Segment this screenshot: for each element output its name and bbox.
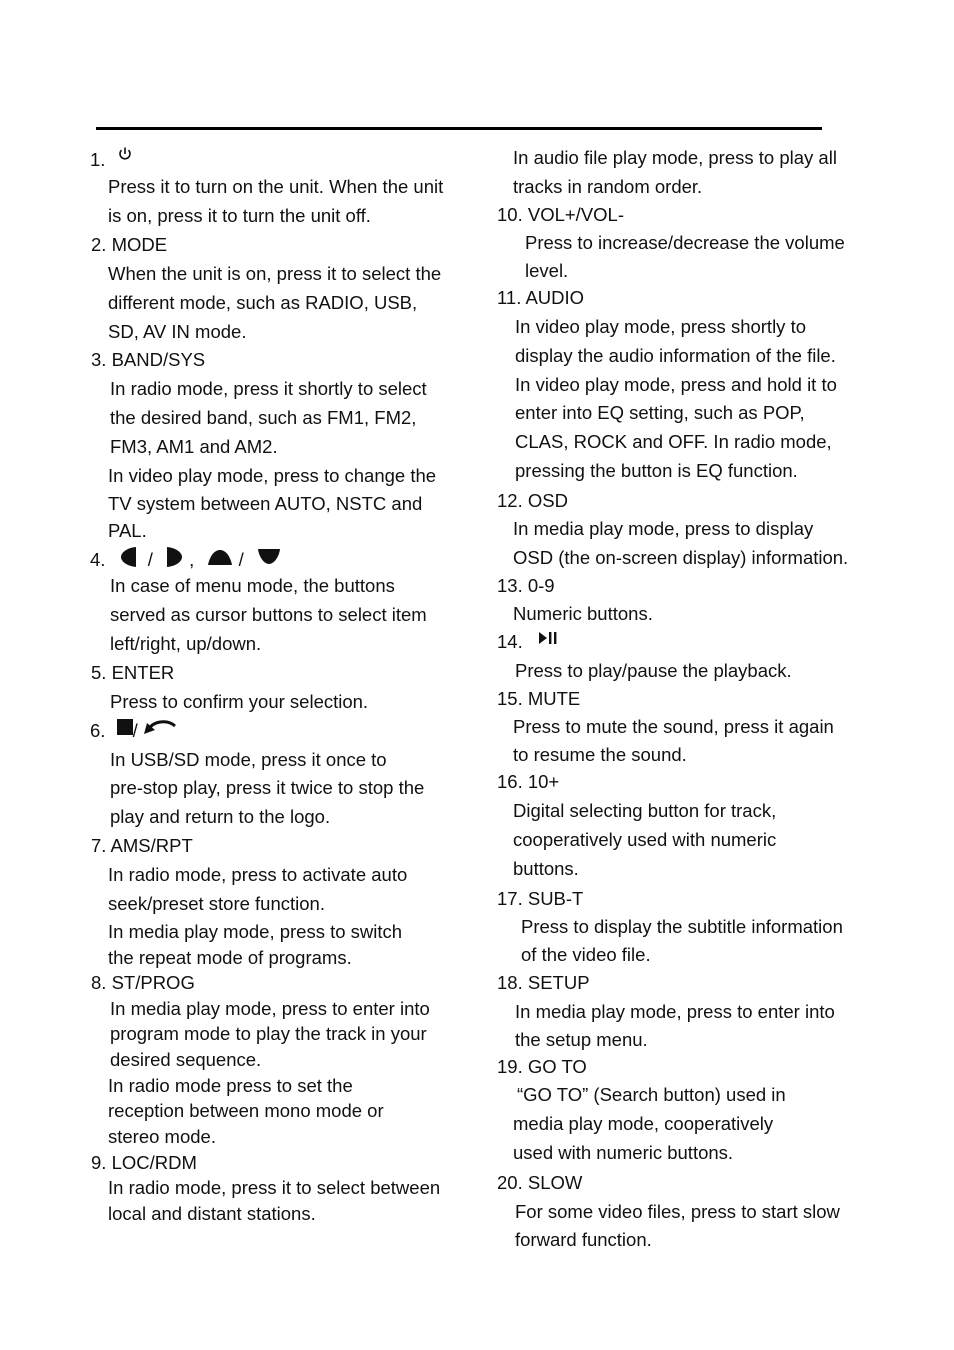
- item-12-line-1: In media play mode, press to display: [513, 518, 814, 539]
- item-20-line-1: For some video files, press to start slow: [515, 1201, 840, 1222]
- item-9-line-4: tracks in random order.: [513, 176, 703, 197]
- item-6-line-2: pre-stop play, press it twice to stop the: [110, 777, 425, 798]
- item-14-number: 14.: [497, 631, 523, 652]
- item-3-line-1: In radio mode, press it shortly to select: [110, 378, 427, 399]
- item-19-line-2: media play mode, cooperatively: [513, 1113, 774, 1134]
- item-7-line-1: In radio mode, press to activate auto: [108, 864, 408, 885]
- item-8-title: 8. ST/PROG: [91, 972, 195, 993]
- item-15-line-2: to resume the sound.: [513, 744, 687, 765]
- item-10-line-2: level.: [525, 260, 569, 281]
- item-3-line-5: TV system between AUTO, NSTC and: [108, 493, 423, 514]
- item-11-line-2: display the audio information of the file.: [515, 345, 836, 366]
- item-14-heading: [497, 631, 558, 653]
- item-11-line-3: In video play mode, press and hold it to: [515, 374, 837, 395]
- item-4-number: 4.: [90, 549, 106, 570]
- item-3-title: 3. BAND/SYS: [91, 349, 206, 370]
- item-18-line-2: the setup menu.: [515, 1029, 648, 1050]
- item-4-sep-1: /: [147, 549, 153, 570]
- item-8-line-6: stereo mode.: [108, 1126, 216, 1147]
- item-6-heading: [90, 720, 177, 742]
- item-4-line-2: served as cursor buttons to select item: [110, 604, 427, 625]
- item-11-title: 11. AUDIO: [497, 287, 585, 308]
- item-4-sep-2: ,: [189, 549, 195, 570]
- stop-icon: [117, 719, 133, 735]
- item-9-title: 9. LOC/RDM: [91, 1152, 197, 1173]
- item-1-heading: [90, 149, 133, 171]
- up-arrow-icon: [207, 548, 233, 566]
- item-3-line-3: FM3, AM1 and AM2.: [110, 436, 278, 457]
- item-8-line-2: program mode to play the track in your: [110, 1023, 427, 1044]
- item-7-title: 7. AMS/RPT: [91, 835, 193, 856]
- item-8-line-5: reception between mono mode or: [108, 1100, 384, 1121]
- item-12-line-2: OSD (the on-screen display) information.: [513, 547, 849, 568]
- item-7-line-4: the repeat mode of programs.: [108, 947, 352, 968]
- item-6-sep: /: [132, 720, 138, 741]
- power-icon: [117, 146, 133, 162]
- item-4-line-3: left/right, up/down.: [110, 633, 262, 654]
- item-17-line-1: Press to display the subtitle information: [521, 916, 843, 937]
- item-11-line-4: enter into EQ setting, such as POP,: [515, 402, 805, 423]
- item-7-line-2: seek/preset store function.: [108, 893, 325, 914]
- item-8-line-3: desired sequence.: [110, 1049, 262, 1070]
- item-11-line-1: In video play mode, press shortly to: [515, 316, 807, 337]
- item-9-line-3: In audio file play mode, press to play all: [513, 147, 837, 168]
- item-6-number: 6.: [90, 720, 106, 741]
- item-16-title: 16. 10+: [497, 771, 560, 792]
- down-arrow-icon: [257, 548, 281, 566]
- item-5-title: 5. ENTER: [91, 662, 175, 683]
- item-13-line-1: Numeric buttons.: [513, 603, 653, 624]
- item-15-line-1: Press to mute the sound, press it again: [513, 716, 834, 737]
- item-4-line-1: In case of menu mode, the buttons: [110, 575, 395, 596]
- item-18-title: 18. SETUP: [497, 972, 590, 993]
- item-19-title: 19. GO TO: [497, 1056, 587, 1077]
- right-arrow-icon: [166, 546, 184, 568]
- item-3-line-2: the desired band, such as FM1, FM2,: [110, 407, 417, 428]
- item-1-number: 1.: [90, 149, 106, 170]
- item-15-title: 15. MUTE: [497, 688, 581, 709]
- item-16-line-2: cooperatively used with numeric: [513, 829, 777, 850]
- item-19-line-1: “GO TO” (Search button) used in: [517, 1084, 786, 1105]
- item-18-line-1: In media play mode, press to enter into: [515, 1001, 835, 1022]
- item-1-line-2: is on, press it to turn the unit off.: [108, 205, 371, 226]
- item-3-line-4: In video play mode, press to change the: [108, 465, 437, 486]
- item-9-line-2: local and distant stations.: [108, 1203, 316, 1224]
- left-arrow-icon: [119, 546, 137, 568]
- item-7-line-3: In media play mode, press to switch: [108, 921, 403, 942]
- item-1-line-1: Press it to turn on the unit. When the unit: [108, 176, 444, 197]
- item-10-line-1: Press to increase/decrease the volume: [525, 232, 845, 253]
- item-6-line-1: In USB/SD mode, press it once to: [110, 749, 387, 770]
- item-8-line-4: In radio mode press to set the: [108, 1075, 353, 1096]
- item-10-title: 10. VOL+/VOL-: [497, 204, 624, 225]
- item-4-sep-3: /: [238, 549, 244, 570]
- item-14-line-1: Press to play/pause the playback.: [515, 660, 792, 681]
- play-pause-icon: [538, 631, 558, 645]
- item-2-line-2: different mode, such as RADIO, USB,: [108, 292, 418, 313]
- item-20-title: 20. SLOW: [497, 1172, 583, 1193]
- item-2-line-3: SD, AV IN mode.: [108, 321, 247, 342]
- item-5-line-1: Press to confirm your selection.: [110, 691, 369, 712]
- item-3-line-6: PAL.: [108, 520, 147, 541]
- item-19-line-3: used with numeric buttons.: [513, 1142, 734, 1163]
- item-6-line-3: play and return to the logo.: [110, 806, 331, 827]
- item-13-title: 13. 0-9: [497, 575, 555, 596]
- item-4-heading: [90, 549, 281, 571]
- item-2-title: 2. MODE: [91, 234, 168, 255]
- item-11-line-6: pressing the button is EQ function.: [515, 460, 798, 481]
- item-8-line-1: In media play mode, press to enter into: [110, 998, 430, 1019]
- item-17-line-2: of the video file.: [521, 944, 651, 965]
- header-rule: [96, 127, 822, 130]
- item-16-line-1: Digital selecting button for track,: [513, 800, 777, 821]
- item-2-line-1: When the unit is on, press it to select the: [108, 263, 442, 284]
- item-9-line-1: In radio mode, press it to select between: [108, 1177, 441, 1198]
- item-20-line-2: forward function.: [515, 1229, 652, 1250]
- item-17-title: 17. SUB-T: [497, 888, 584, 909]
- return-icon: [143, 718, 177, 736]
- item-11-line-5: CLAS, ROCK and OFF. In radio mode,: [515, 431, 832, 452]
- item-12-title: 12. OSD: [497, 490, 568, 511]
- item-16-line-3: buttons.: [513, 858, 579, 879]
